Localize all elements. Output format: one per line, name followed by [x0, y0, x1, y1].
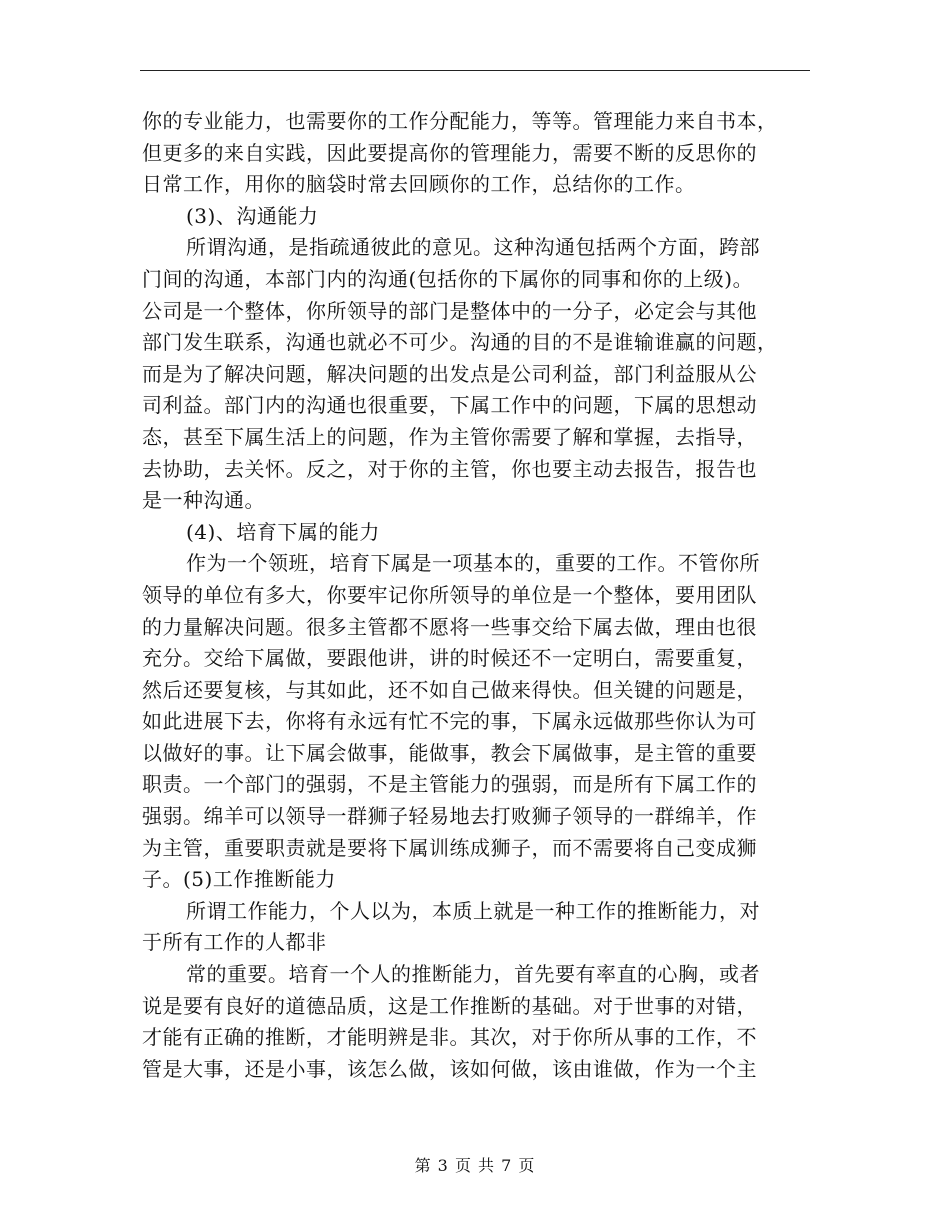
text-line: 态，甚至下属生活上的问题，作为主管你需要了解和掌握，去指导，	[142, 424, 757, 449]
page-footer: 第 3 页 共 7 页	[414, 1156, 536, 1175]
text-line: 然后还要复核，与其如此，还不如自己做来得快。但关键的问题是，	[142, 677, 757, 702]
text-line: 但更多的来自实践，因此要提高你的管理能力，需要不断的反思你的	[142, 140, 757, 165]
text-line: 是一种沟通。	[142, 488, 265, 513]
text-line: 充分。交给下属做，要跟他讲，讲的时候还不一定明白，需要重复，	[142, 646, 757, 671]
text-line: 如此进展下去，你将有永远有忙不完的事，下属永远做那些你认为可	[142, 709, 757, 734]
text-line: 而是为了解决问题，解决问题的出发点是公司利益，部门利益服从公	[142, 361, 757, 386]
text-line: 司利益。部门内的沟通也很重要，下属工作中的问题，下属的思想动	[142, 393, 757, 418]
text-line: 部门发生联系，沟通也就必不可少。沟通的目的不是谁输谁赢的问题，	[142, 330, 778, 355]
text-line: 于所有工作的人都非	[142, 930, 327, 955]
section-heading: (3)、沟通能力	[186, 203, 319, 228]
text-line: 职责。一个部门的强弱，不是主管能力的强弱，而是所有下属工作的	[142, 772, 757, 797]
text-line: 公司是一个整体，你所领导的部门是整体中的一分子，必定会与其他	[142, 298, 757, 323]
text-line: 子。(5)工作推断能力	[142, 867, 336, 892]
document-body	[142, 106, 812, 1085]
header-rule	[140, 70, 810, 71]
text-line: 强弱。绵羊可以领导一群狮子轻易地去打败狮子领导的一群绵羊，作	[142, 804, 757, 829]
text-line: 去协助，去关怀。反之，对于你的主管，你也要主动去报告，报告也	[142, 456, 757, 481]
text-line: 门间的沟通，本部门内的沟通(包括你的下属你的同事和你的上级)。	[142, 266, 754, 291]
text-line: 管是大事，还是小事，该怎么做，该如何做，该由谁做，作为一个主	[142, 1056, 757, 1081]
text-line: 领导的单位有多大，你要牢记你所领导的单位是一个整体，要用团队	[142, 582, 757, 607]
text-line: 你的专业能力，也需要你的工作分配能力，等等。管理能力来自书本，	[142, 109, 778, 133]
text-line: 为主管，重要职责就是要将下属训练成狮子，而不需要将自己变成狮	[142, 835, 757, 860]
text-line: 作为一个领班，培育下属是一项基本的，重要的工作。不管你所	[186, 551, 760, 576]
text-line: 所谓工作能力，个人以为，本质上就是一种工作的推断能力，对	[186, 898, 760, 923]
text-line: 以做好的事。让下属会做事，能做事，教会下属做事，是主管的重要	[142, 740, 757, 765]
text-line: 的力量解决问题。很多主管都不愿将一些事交给下属去做，理由也很	[142, 614, 757, 639]
text-line: 说是要有良好的道德品质，这是工作推断的基础。对于世事的对错，	[142, 993, 757, 1018]
text-line: 才能有正确的推断，才能明辨是非。其次，对于你所从事的工作，不	[142, 1025, 757, 1050]
section-heading: (4)、培育下属的能力	[186, 519, 380, 544]
text-line: 所谓沟通，是指疏通彼此的意见。这种沟通包括两个方面，跨部	[186, 235, 760, 260]
text-line: 常的重要。培育一个人的推断能力，首先要有率直的心胸，或者	[186, 962, 760, 987]
text-line: 日常工作，用你的脑袋时常去回顾你的工作，总结你的工作。	[142, 172, 696, 197]
